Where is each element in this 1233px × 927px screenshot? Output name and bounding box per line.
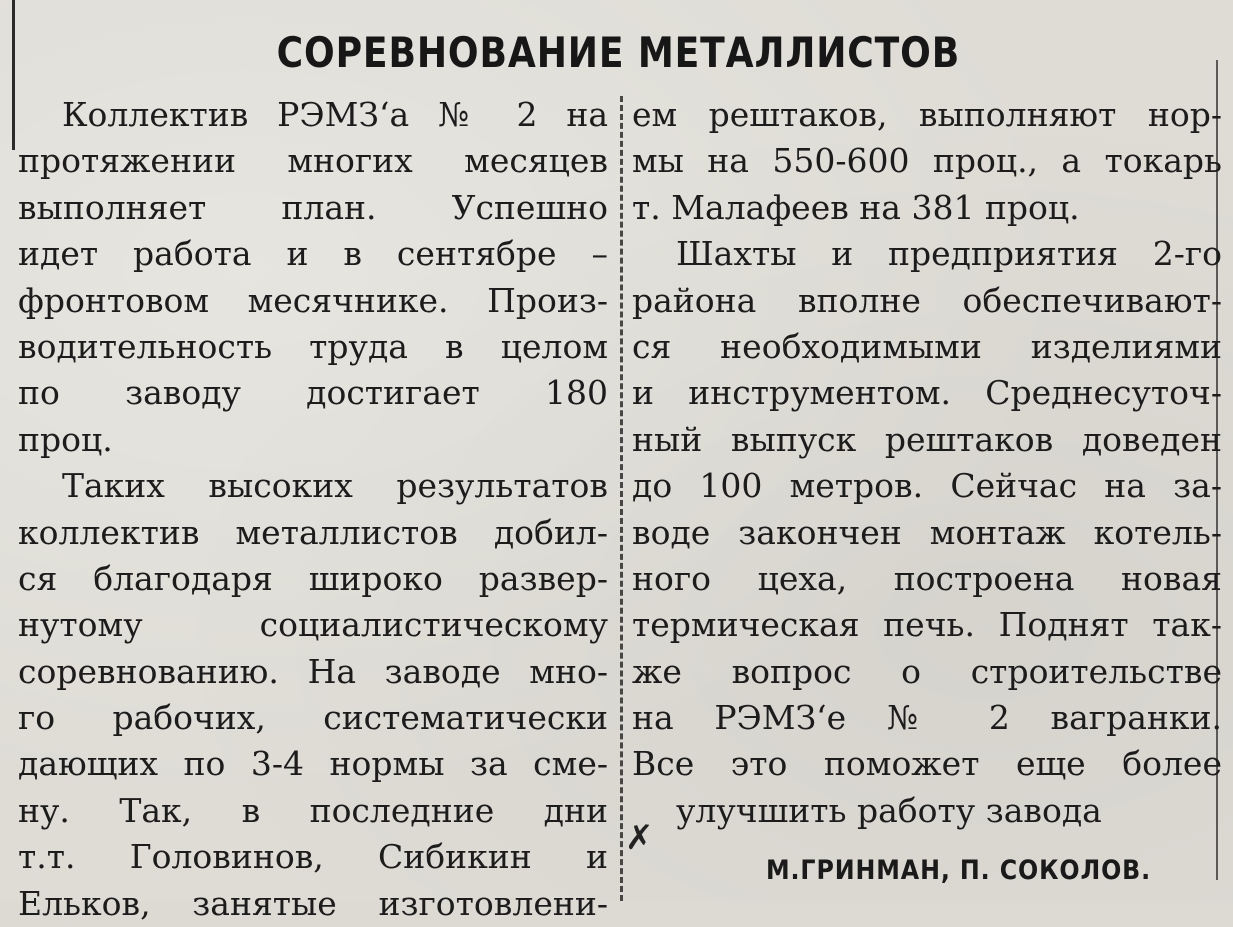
text-line: на РЭМЗ‘е № 2 вагранки. <box>632 698 1222 738</box>
text-line: идет работа и в сентябре – <box>18 234 608 274</box>
text-line: Все это поможет еще более <box>632 744 1222 784</box>
text-line: ся благодаря широко развер- <box>18 558 608 598</box>
text-line: до 100 метров. Сейчас на за- <box>632 466 1222 506</box>
text-line: ный выпуск рештаков доведен <box>632 419 1222 459</box>
text-line: нутому социалистическому <box>18 605 608 645</box>
text-line: коллектив металлистов добил- <box>18 512 608 552</box>
text-line: протяжении многих месяцев <box>18 141 608 181</box>
left-column-rule <box>12 0 15 150</box>
text-line: улучшить работу завода <box>676 790 1102 830</box>
text-line: соревнованию. На заводе мно- <box>18 651 608 691</box>
text-line: ем рештаков, выполняют нор- <box>632 95 1222 134</box>
text-line: выполняет план. Успешно <box>18 187 608 227</box>
text-line: Ельков, занятые изготовлени- <box>18 883 608 923</box>
text-line: ного цеха, построена новая <box>632 558 1222 598</box>
text-line: го рабочих, систематически <box>18 698 608 738</box>
text-line: т. Малафеев на 381 проц. <box>632 187 1080 227</box>
text-line: термическая печь. Поднят так- <box>632 605 1222 645</box>
text-line: района вполне обеспечивают- <box>632 280 1222 320</box>
text-line: ну. Так, в последние дни <box>18 790 608 830</box>
text-line: по заводу достигает 180 <box>18 373 608 413</box>
text-line: водительность труда в целом <box>18 326 608 366</box>
text-line: же вопрос о строительстве <box>632 651 1222 691</box>
pencil-mark: ✗ <box>625 818 654 858</box>
text-line: и инструментом. Среднесуточ- <box>632 373 1222 413</box>
right-text-column <box>632 92 1222 834</box>
left-text-column <box>18 92 608 927</box>
text-line: ся необходимыми изделиями <box>632 326 1222 366</box>
text-line: воде закончен монтаж котель- <box>632 512 1222 552</box>
text-line: проц. <box>18 419 113 459</box>
article-headline: СОРЕВНОВАНИЕ МЕТАЛЛИСТОВ <box>276 28 961 77</box>
text-line: фронтовом месячнике. Произ- <box>18 280 608 320</box>
bleed-through-text <box>40 2 1220 28</box>
text-line: Коллектив РЭМЗ‘а № 2 на <box>62 95 608 134</box>
text-line: т.т. Головинов, Сибикин и <box>18 837 608 877</box>
text-line: мы на 550-600 проц., а токарь <box>632 141 1222 181</box>
text-line: дающих по 3-4 нормы за сме- <box>18 744 608 784</box>
column-divider <box>620 96 623 901</box>
text-line: Шахты и предприятия 2-го <box>676 234 1222 274</box>
text-line: Таких высоких результатов <box>62 466 608 506</box>
author-signature: М.ГРИНМАН, П. СОКОЛОВ. <box>766 855 1152 886</box>
